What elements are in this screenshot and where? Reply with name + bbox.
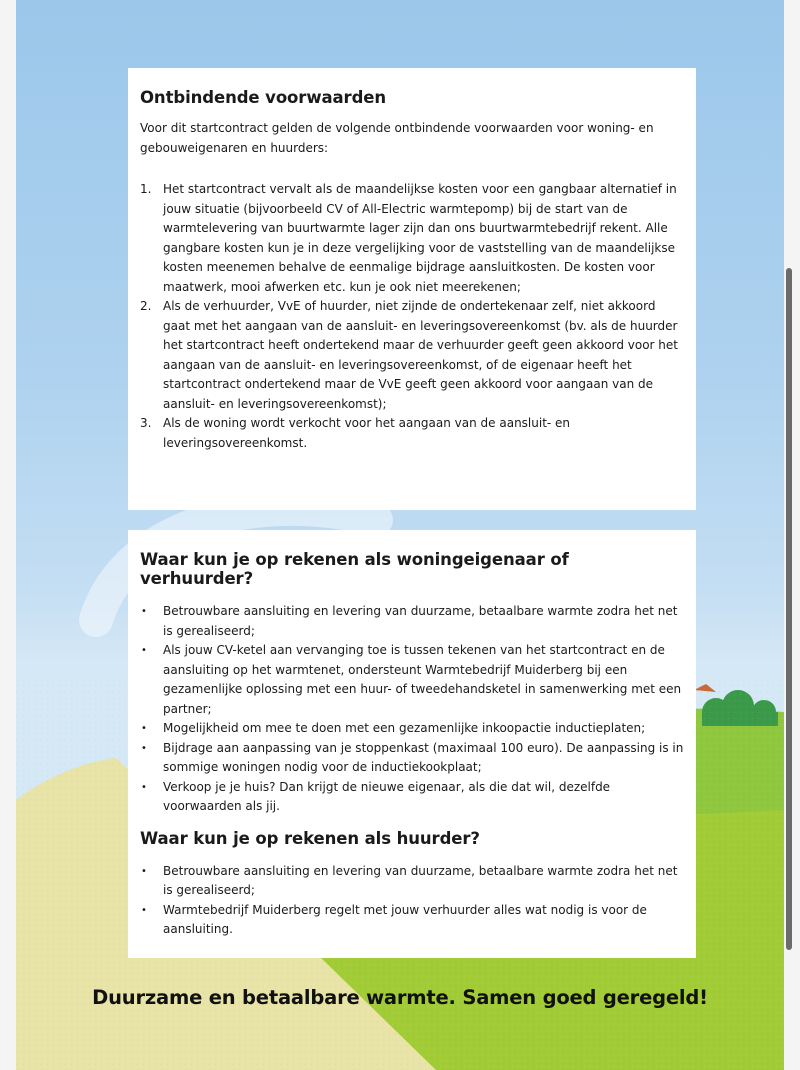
bullet-icon: • <box>141 865 147 877</box>
list-item <box>140 778 684 817</box>
list-item <box>140 297 684 414</box>
list-item <box>140 641 684 719</box>
list-item <box>140 739 684 778</box>
voorwaarden-title: Ontbindende voorwaarden <box>140 88 387 107</box>
item-number: 2. <box>140 299 152 313</box>
list-item <box>140 862 684 901</box>
list-item <box>140 719 684 739</box>
rekenen-card <box>128 530 696 958</box>
scrollbar[interactable] <box>786 268 792 950</box>
item-text: Als de verhuurder, VvE of huurder, niet zijnde de ondertekenaar zelf, niet akkoord gaat met het aangaan van de aansluit- en leveringsovereenkomst (bv. als de huurder het startcontract heeft ondertekend maar de verhuurder geeft geen akkoord voor het aangaan van de aansluit- en leveringsovereenkomst, of de eigenaar heeft het startcontract ondertekend maar de VvE geeft geen akkoord voor aangaan van de aansluit- en leveringsovereenkomst); <box>163 299 678 411</box>
item-text: Mogelijkheid om mee te doen met een gezamenlijke inkoopactie inductieplaten; <box>163 721 646 735</box>
list-item <box>140 901 684 940</box>
list-item <box>140 602 684 641</box>
list-item <box>140 414 684 453</box>
item-text: Betrouwbare aansluiting en levering van duurzame, betaalbare warmte zodra het net is gerealiseerd; <box>163 863 678 897</box>
bullet-icon: • <box>141 645 147 656</box>
item-text: Als de woning wordt verkocht voor het aangaan van de aansluit- en leveringsovereenkomst. <box>163 416 571 450</box>
item-text: Als jouw CV-ketel aan vervanging toe is tussen tekenen van het startcontract en de aansluiting op het warmtenet, ondersteunt Warmtebedrijf Muiderberg bij een gezamenlijke oplossing met een huur- of tweedehandsketel in samenwerking met een partner; <box>163 643 682 716</box>
voorwaarden-card <box>128 68 696 510</box>
slogan: Duurzame en betaalbare warmte. Samen goed geregeld! <box>92 986 708 1009</box>
bullet-icon: • <box>141 742 147 754</box>
item-text: Warmtebedrijf Muiderberg regelt met jouw verhuurder alles wat nodig is voor de aansluiting. <box>163 902 647 936</box>
bullet-icon: • <box>141 723 147 734</box>
item-text: Het startcontract vervalt als de maandelijkse kosten voor een gangbaar alternatief in jouw situatie (bijvoorbeeld CV of All-Electric warmtepomp) bij de start van de warmtelevering van buurtwarmte lager zijn dan ons buurtwarmtebedrijf rekent. Alle gangbare kosten kun je in deze vergelijking voor de vaststelling van de maandelijkse kosten meenemen behalve de eenmalige bijdrage aansluitkosten. De kosten voor maatwerk, mooi afwerken etc. kun je ook niet meerekenen; <box>163 182 677 294</box>
item-number: 3. <box>140 416 152 430</box>
voorwaarden-intro: Voor dit startcontract gelden de volgende ontbindende voorwaarden voor woning- en gebouweigenaren en huurders: <box>140 121 654 155</box>
voorwaarden-list <box>140 180 684 453</box>
page-background <box>16 0 784 1070</box>
bullet-icon: • <box>141 781 147 793</box>
eigenaar-title: Waar kun je op rekenen als woningeigenaar of verhuurder? <box>140 550 569 588</box>
window-frame-left <box>0 0 16 1070</box>
item-text: Verkoop je je huis? Dan krijgt de nieuwe eigenaar, als die dat wil, dezelfde voorwaarden als jij. <box>163 779 611 813</box>
list-item <box>140 180 684 297</box>
eigenaar-list <box>140 602 684 817</box>
bullet-icon: • <box>141 606 147 617</box>
huurder-title: Waar kun je op rekenen als huurder? <box>140 828 480 848</box>
item-text: Betrouwbare aansluiting en levering van duurzame, betaalbare warmte zodra het net is gerealiseerd; <box>163 604 678 638</box>
item-number: 1. <box>140 182 152 196</box>
huurder-list <box>140 862 684 940</box>
item-text: Bijdrage aan aanpassing van je stoppenkast (maximaal 100 euro). De aanpassing is in sommige woningen nodig voor de inductiekookplaat; <box>163 740 684 774</box>
bullet-icon: • <box>141 904 147 916</box>
